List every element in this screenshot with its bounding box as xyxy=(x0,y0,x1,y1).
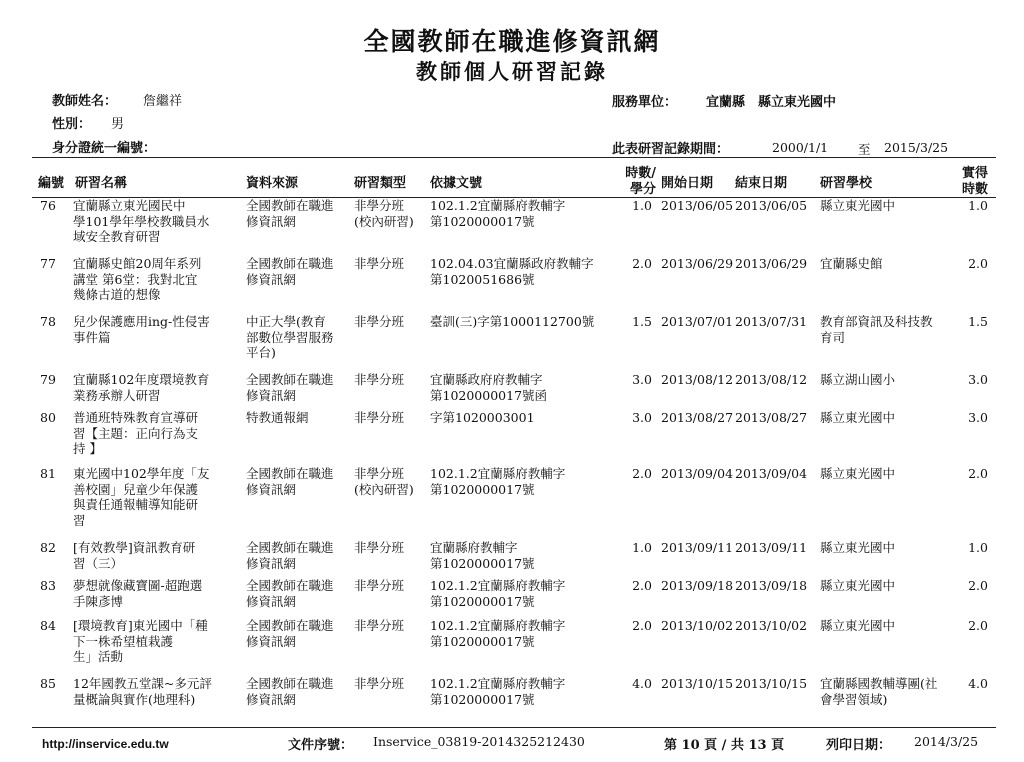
cell-doc-line: 102.1.2宜蘭縣府教輔字 xyxy=(430,676,566,691)
cell-hours: 3.0 xyxy=(632,410,652,425)
cell-type-line: 非學分班 xyxy=(354,410,405,425)
cell-source-line: 全國教師在職進 xyxy=(246,372,334,387)
service-unit-value: 宜蘭縣 縣立東光國中 xyxy=(706,95,837,110)
cell-end: 2013/08/27 xyxy=(735,410,808,425)
cell-doc-line: 102.1.2宜蘭縣府教輔字 xyxy=(430,198,566,213)
cell-name xyxy=(73,256,241,303)
cell-source xyxy=(246,578,350,609)
cell-doc-line: 臺訓(三)字第1000112700號 xyxy=(430,314,595,329)
cell-start: 2013/09/11 xyxy=(661,540,734,555)
cell-start: 2013/08/27 xyxy=(661,410,734,425)
period-start: 2000/1/1 xyxy=(772,140,829,155)
print-date-value: 2014/3/25 xyxy=(914,734,979,749)
cell-hours: 1.5 xyxy=(632,314,652,329)
period-end: 2015/3/25 xyxy=(884,140,949,155)
cell-doc-line: 102.04.03宜蘭縣政府教輔字 xyxy=(430,256,594,271)
cell-source-line: 修資訊網 xyxy=(246,481,297,497)
cell-type xyxy=(354,676,426,692)
col-earned: 實得 時數 xyxy=(961,166,988,197)
cell-earned: 3.0 xyxy=(968,372,988,387)
cell-source-line: 修資訊網 xyxy=(246,691,297,707)
cell-name-line: 兒少保護應用ing-性侵害 xyxy=(73,314,210,329)
cell-start: 2013/09/18 xyxy=(661,578,734,593)
cell-doc-line: 第1020051686號 xyxy=(430,271,535,287)
cell-source-line: 中正大學(教育 xyxy=(246,314,326,329)
cell-source-line: 修資訊網 xyxy=(246,633,297,649)
cell-doc-line: 第1020000017號 xyxy=(430,481,535,497)
cell-type-line: 非學分班 xyxy=(354,372,405,387)
cell-name-line: 夢想就像藏寶圖-超跑選 xyxy=(73,578,203,593)
cell-source xyxy=(246,314,350,361)
cell-type xyxy=(354,410,426,426)
cell-earned: 3.0 xyxy=(968,410,988,425)
cell-source xyxy=(246,256,350,287)
cell-doc xyxy=(430,578,616,609)
cell-source-line: 修資訊網 xyxy=(246,213,297,229)
cell-name-line: 習 xyxy=(73,512,86,528)
cell-name-line: 習【主題：正向行為支 xyxy=(73,425,199,441)
cell-start: 2013/08/12 xyxy=(661,372,734,387)
cell-name xyxy=(73,410,241,457)
cell-doc-line: 宜蘭縣府教輔字 xyxy=(430,540,518,555)
cell-source-line: 全國教師在職進 xyxy=(246,198,334,213)
cell-start: 2013/09/04 xyxy=(661,466,734,481)
doc-serial-value: Inservice_03819-2014325212430 xyxy=(373,734,585,749)
cell-doc-line: 第1020000017號 xyxy=(430,633,535,649)
cell-source-line: 部數位學習服務 xyxy=(246,329,334,345)
cell-hours: 2.0 xyxy=(632,578,652,593)
cell-doc xyxy=(430,540,616,571)
cell-school xyxy=(820,256,958,272)
teacher-name-label: 教師姓名： xyxy=(52,94,118,109)
cell-source-line: 全國教師在職進 xyxy=(246,676,334,691)
cell-name-line: 手陳彥博 xyxy=(73,593,124,609)
cell-doc xyxy=(430,256,616,287)
cell-school-line: 教育部資訊及科技教 xyxy=(820,314,933,329)
cell-source-line: 全國教師在職進 xyxy=(246,540,334,555)
col-type: 研習類型 xyxy=(354,176,407,191)
cell-type-line: 非學分班 xyxy=(354,540,405,555)
cell-type-line: 非學分班 xyxy=(354,198,405,213)
gender-value: 男 xyxy=(111,117,125,132)
cell-doc xyxy=(430,198,616,229)
cell-name xyxy=(73,466,241,528)
cell-school-line: 縣立東光國中 xyxy=(820,198,896,213)
cell-end: 2013/10/02 xyxy=(735,618,808,633)
doc-serial-label: 文件序號： xyxy=(288,738,354,753)
cell-num: 83 xyxy=(40,578,56,593)
cell-type-line: 非學分班 xyxy=(354,314,405,329)
cell-end: 2013/10/15 xyxy=(735,676,808,691)
cell-name-line: 普通班特殊教育宣導研 xyxy=(73,410,199,425)
record-period-label: 此表研習記錄期間： xyxy=(612,142,730,157)
cell-name xyxy=(73,578,241,609)
cell-type xyxy=(354,198,426,229)
cell-name-line: 善校園」兒童少年保護 xyxy=(73,481,199,497)
cell-name-line: 與責任通報輔導知能研 xyxy=(73,497,199,512)
cell-school xyxy=(820,198,958,214)
cell-start: 2013/07/01 xyxy=(661,314,734,329)
cell-start: 2013/06/29 xyxy=(661,256,734,271)
cell-hours: 3.0 xyxy=(632,372,652,387)
cell-name-line: 宜蘭縣102年度環境教育 xyxy=(73,372,210,387)
col-school: 研習學校 xyxy=(820,176,873,191)
cell-type xyxy=(354,466,426,497)
col-start: 開始日期 xyxy=(661,176,714,191)
cell-doc xyxy=(430,410,616,426)
cell-source xyxy=(246,618,350,649)
cell-name-line: 宜蘭縣立東光國民中 xyxy=(73,198,186,213)
cell-end: 2013/07/31 xyxy=(735,314,808,329)
col-source: 資料來源 xyxy=(246,176,299,191)
cell-hours: 2.0 xyxy=(632,618,652,633)
cell-name-line: 習（三） xyxy=(73,555,124,571)
cell-earned: 4.0 xyxy=(968,676,988,691)
cell-school-line: 育司 xyxy=(820,329,846,345)
cell-source xyxy=(246,540,350,571)
cell-name-line: 事件篇 xyxy=(73,329,111,345)
cell-school xyxy=(820,578,958,594)
cell-doc xyxy=(430,466,616,497)
cell-end: 2013/09/04 xyxy=(735,466,808,481)
cell-start: 2013/06/05 xyxy=(661,198,734,213)
col-hours: 時數/ 學分 xyxy=(625,166,656,197)
cell-school xyxy=(820,676,958,707)
cell-doc-line: 102.1.2宜蘭縣府教輔字 xyxy=(430,466,566,481)
cell-name xyxy=(73,540,241,571)
cell-source-line: 全國教師在職進 xyxy=(246,466,334,481)
gender-label: 性別： xyxy=(52,117,92,132)
cell-type xyxy=(354,256,426,272)
cell-school-line: 縣立東光國中 xyxy=(820,466,896,481)
cell-num: 80 xyxy=(40,410,56,425)
cell-doc-line: 第1020000017號 xyxy=(430,593,535,609)
cell-num: 79 xyxy=(40,372,56,387)
col-num: 編號 xyxy=(38,176,65,191)
cell-school xyxy=(820,372,958,388)
id-number-label: 身分證統一編號： xyxy=(52,141,157,156)
cell-name-line: [有效教學]資訊教育研 xyxy=(73,540,196,555)
document-subtitle: 教師個人研習記錄 xyxy=(416,59,608,84)
cell-source xyxy=(246,410,350,426)
print-date-label: 列印日期： xyxy=(826,738,892,753)
cell-source xyxy=(246,198,350,229)
cell-end: 2013/09/11 xyxy=(735,540,808,555)
cell-name xyxy=(73,314,241,345)
cell-source-line: 全國教師在職進 xyxy=(246,578,334,593)
cell-doc-line: 第1020000017號 xyxy=(430,555,535,571)
cell-school-line: 會學習領域) xyxy=(820,691,888,707)
cell-doc xyxy=(430,618,616,649)
cell-school-line: 縣立東光國中 xyxy=(820,578,896,593)
cell-name-line: 宜蘭縣史館20周年系列 xyxy=(73,256,202,271)
cell-type-line: (校內研習) xyxy=(354,481,414,497)
cell-source-line: 修資訊網 xyxy=(246,271,297,287)
cell-name xyxy=(73,198,241,245)
cell-doc-line: 第1020000017號函 xyxy=(430,387,548,403)
cell-name-line: 持 】 xyxy=(73,441,102,456)
footer-rule xyxy=(32,727,996,728)
cell-earned: 2.0 xyxy=(968,578,988,593)
cell-end: 2013/08/12 xyxy=(735,372,808,387)
cell-name-line: 下一株希望植栽護 xyxy=(73,633,174,649)
teacher-name-value: 詹繼祥 xyxy=(143,94,183,109)
document-title: 全國教師在職進修資訊網 xyxy=(363,27,661,56)
cell-doc xyxy=(430,314,616,330)
cell-hours: 1.0 xyxy=(632,198,652,213)
cell-earned: 2.0 xyxy=(968,618,988,633)
cell-name-line: 學101學年學校教職員水 xyxy=(73,213,210,229)
cell-earned: 1.0 xyxy=(968,540,988,555)
cell-name-line: 東光國中102學年度「友 xyxy=(73,466,210,481)
cell-school-line: 縣立湖山國小 xyxy=(820,372,896,387)
cell-earned: 1.5 xyxy=(968,314,988,329)
cell-name-line: 業務承辦人研習 xyxy=(73,387,161,403)
cell-type-line: 非學分班 xyxy=(354,256,405,271)
cell-source xyxy=(246,372,350,403)
cell-num: 78 xyxy=(40,314,56,329)
cell-doc-line: 宜蘭縣政府府教輔字 xyxy=(430,372,543,387)
cell-type-line: 非學分班 xyxy=(354,676,405,691)
cell-source-line: 特教通報網 xyxy=(246,410,309,425)
cell-name-line: 講堂 第6堂：我對北宜 xyxy=(73,271,198,287)
cell-earned: 2.0 xyxy=(968,466,988,481)
service-unit-label: 服務單位： xyxy=(612,95,678,110)
cell-type-line: 非學分班 xyxy=(354,466,405,481)
cell-earned: 1.0 xyxy=(968,198,988,213)
cell-doc-line: 第1020000017號 xyxy=(430,691,535,707)
cell-start: 2013/10/15 xyxy=(661,676,734,691)
cell-name-line: 12年國教五堂課~多元評 xyxy=(73,676,212,691)
cell-school xyxy=(820,466,958,482)
cell-type xyxy=(354,618,426,634)
cell-doc xyxy=(430,676,616,707)
cell-source-line: 修資訊網 xyxy=(246,555,297,571)
cell-type-line: (校內研習) xyxy=(354,213,414,229)
cell-school-line: 宜蘭縣國教輔導團(社 xyxy=(820,676,938,691)
cell-end: 2013/06/29 xyxy=(735,256,808,271)
cell-type xyxy=(354,372,426,388)
cell-name xyxy=(73,618,241,665)
cell-source xyxy=(246,676,350,707)
period-to: 至 xyxy=(858,142,871,157)
cell-school-line: 宜蘭縣史館 xyxy=(820,256,883,271)
cell-source-line: 修資訊網 xyxy=(246,593,297,609)
cell-name-line: 量概論與實作(地理科) xyxy=(73,691,196,707)
col-end: 結束日期 xyxy=(735,176,788,191)
cell-doc-line: 第1020000017號 xyxy=(430,213,535,229)
cell-start: 2013/10/02 xyxy=(661,618,734,633)
page-indicator: 第 10 頁 / 共 13 頁 xyxy=(664,738,785,753)
cell-num: 82 xyxy=(40,540,56,555)
cell-hours: 2.0 xyxy=(632,256,652,271)
cell-source xyxy=(246,466,350,497)
cell-source-line: 修資訊網 xyxy=(246,387,297,403)
cell-type xyxy=(354,540,426,556)
cell-name xyxy=(73,372,241,403)
cell-school-line: 縣立東光國中 xyxy=(820,410,896,425)
cell-num: 81 xyxy=(40,466,56,481)
cell-source-line: 平台) xyxy=(246,345,276,360)
col-name: 研習名稱 xyxy=(75,176,128,191)
cell-type-line: 非學分班 xyxy=(354,578,405,593)
cell-school xyxy=(820,540,958,556)
cell-doc-line: 102.1.2宜蘭縣府教輔字 xyxy=(430,618,566,633)
cell-earned: 2.0 xyxy=(968,256,988,271)
cell-source-line: 全國教師在職進 xyxy=(246,256,334,271)
cell-hours: 1.0 xyxy=(632,540,652,555)
cell-school xyxy=(820,314,958,345)
cell-type xyxy=(354,578,426,594)
cell-name-line: 域安全教育研習 xyxy=(73,229,161,244)
cell-name-line: 生」活動 xyxy=(73,649,124,664)
cell-doc xyxy=(430,372,616,403)
cell-doc-line: 字第1020003001 xyxy=(430,410,535,425)
site-url: http://inservice.edu.tw xyxy=(42,737,169,751)
cell-school xyxy=(820,618,958,634)
cell-name-line: [環境教育]東光國中「種 xyxy=(73,618,208,633)
col-doc: 依據文號 xyxy=(430,176,483,191)
cell-end: 2013/09/18 xyxy=(735,578,808,593)
cell-num: 77 xyxy=(40,256,56,271)
cell-num: 85 xyxy=(40,676,56,691)
cell-school-line: 縣立東光國中 xyxy=(820,540,896,555)
cell-type-line: 非學分班 xyxy=(354,618,405,633)
cell-hours: 4.0 xyxy=(632,676,652,691)
header-top-rule xyxy=(32,157,996,158)
cell-name xyxy=(73,676,241,707)
cell-end: 2013/06/05 xyxy=(735,198,808,213)
cell-hours: 2.0 xyxy=(632,466,652,481)
cell-doc-line: 102.1.2宜蘭縣府教輔字 xyxy=(430,578,566,593)
cell-school-line: 縣立東光國中 xyxy=(820,618,896,633)
cell-name-line: 幾條古道的想像 xyxy=(73,287,161,302)
cell-source-line: 全國教師在職進 xyxy=(246,618,334,633)
cell-num: 84 xyxy=(40,618,56,633)
cell-school xyxy=(820,410,958,426)
cell-type xyxy=(354,314,426,330)
cell-num: 76 xyxy=(40,198,56,213)
